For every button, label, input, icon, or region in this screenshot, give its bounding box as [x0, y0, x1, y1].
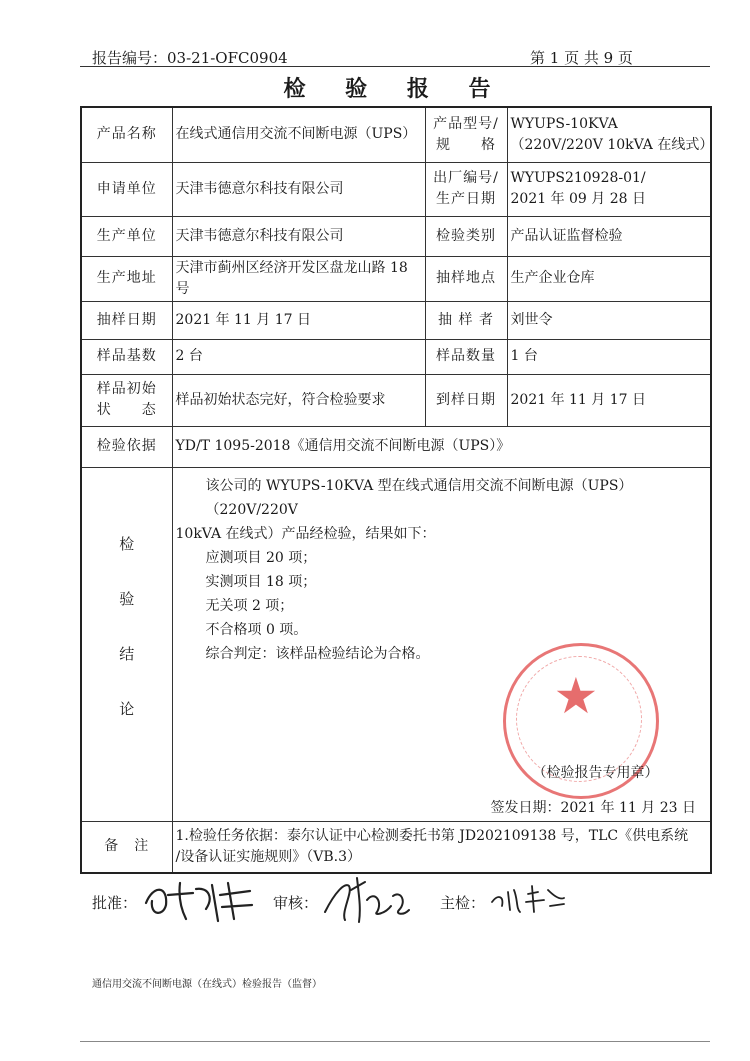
- table-row: [81, 374, 711, 426]
- table-row: [81, 301, 711, 339]
- report-title: 检 验 报 告: [283, 76, 507, 102]
- remarks-row: [81, 821, 711, 873]
- basis: YD/T 1095-2018《通信用交流不间断电源（UPS）》: [172, 426, 711, 467]
- remarks-label: 备 注: [81, 821, 172, 873]
- qty: 1 台: [507, 339, 711, 374]
- arrive-label: 到样日期: [425, 374, 507, 426]
- category-label: 检验类别: [425, 216, 507, 256]
- model-label: 产品型号/ 规 格: [425, 107, 507, 162]
- sampler-label: 抽 样 者: [425, 301, 507, 339]
- conclusion-row: [81, 467, 711, 821]
- arrive-date: 2021 年 11 月 17 日: [507, 374, 711, 426]
- result-item: 无关项 2 项；: [205, 597, 294, 614]
- product-name: 在线式通信用交流不间断电源（UPS）: [172, 107, 425, 162]
- official-seal-icon: ★: [503, 643, 659, 799]
- init-state: 样品初始状态完好，符合检验要求: [172, 374, 425, 426]
- verdict: 综合判定：该样品检验结论为合格。: [205, 645, 430, 662]
- address-label: 生产地址: [81, 256, 172, 301]
- product-name-label: 产品名称: [81, 107, 172, 162]
- table-row: [81, 339, 711, 374]
- table-row: [81, 107, 711, 162]
- table-row: [81, 162, 711, 216]
- sample-date: 2021 年 11 月 17 日: [172, 301, 425, 339]
- issue-date: 签发日期：2021 年 11 月 23 日: [490, 799, 696, 816]
- base: 2 台: [172, 339, 425, 374]
- address: 天津市蓟州区经济开发区盘龙山路 18 号: [172, 256, 425, 301]
- manufacturer-label: 生产单位: [81, 216, 172, 256]
- footer-rule: [80, 1041, 710, 1042]
- sample-date-label: 抽样日期: [81, 301, 172, 339]
- applicant: 天津韦德意尔科技有限公司: [172, 162, 425, 216]
- table-row: [81, 426, 711, 467]
- table-row: [81, 256, 711, 301]
- footer-caption: 通信用交流不间断电源（在线式）检验报告（监督）: [92, 979, 322, 990]
- approver-signature-icon: [138, 875, 258, 925]
- inspect-label: 主检：: [440, 894, 486, 912]
- page-info: 第 1 页 共 9 页: [530, 49, 633, 67]
- sampler: 刘世令: [507, 301, 711, 339]
- category: 产品认证监督检验: [507, 216, 711, 256]
- result-item: 不合格项 0 项。: [205, 621, 308, 638]
- manufacturer: 天津韦德意尔科技有限公司: [172, 216, 425, 256]
- basis-label: 检验依据: [81, 426, 172, 467]
- site: 生产企业仓库: [507, 256, 711, 301]
- stamp-caption: （检验报告专用章）: [532, 764, 659, 781]
- report-number: 报告编号：03-21-OFC0904: [92, 49, 288, 67]
- remarks: 1.检验任务依据：泰尔认证中心检测委托书第 JD202109138 号，TLC《供电系统 /设备认证实施规则》（VB.3）: [172, 821, 711, 873]
- conclusion-line: 该公司的 WYUPS-10KVA 型在线式通信用交流不间断电源（UPS）（220V/220V: [205, 477, 633, 518]
- review-label: 审核：: [273, 894, 319, 912]
- report-table: [80, 106, 712, 874]
- site-label: 抽样地点: [425, 256, 507, 301]
- conclusion-line: 10kVA 在线式）产品经检验，结果如下：: [175, 525, 436, 542]
- init-state-label: 样品初始 状 态: [81, 374, 172, 426]
- conclusion-body: [172, 467, 711, 821]
- model-value: WYUPS-10KVA （220V/220V 10kVA 在线式）: [507, 107, 711, 162]
- reviewer-signature-icon: [315, 872, 415, 927]
- result-item: 应测项目 20 项；: [205, 549, 317, 566]
- table-row: [81, 216, 711, 256]
- header-rule: [80, 66, 710, 67]
- conclusion-label: 检 验 结 论: [81, 467, 172, 821]
- result-item: 实测项目 18 项；: [205, 573, 317, 590]
- qty-label: 样品数量: [425, 339, 507, 374]
- applicant-label: 申请单位: [81, 162, 172, 216]
- inspector-signature-icon: [488, 880, 568, 920]
- serial-value: WYUPS210928-01/ 2021 年 09 月 28 日: [507, 162, 711, 216]
- approve-label: 批准：: [92, 894, 138, 912]
- base-label: 样品基数: [81, 339, 172, 374]
- serial-label: 出厂编号/ 生产日期: [425, 162, 507, 216]
